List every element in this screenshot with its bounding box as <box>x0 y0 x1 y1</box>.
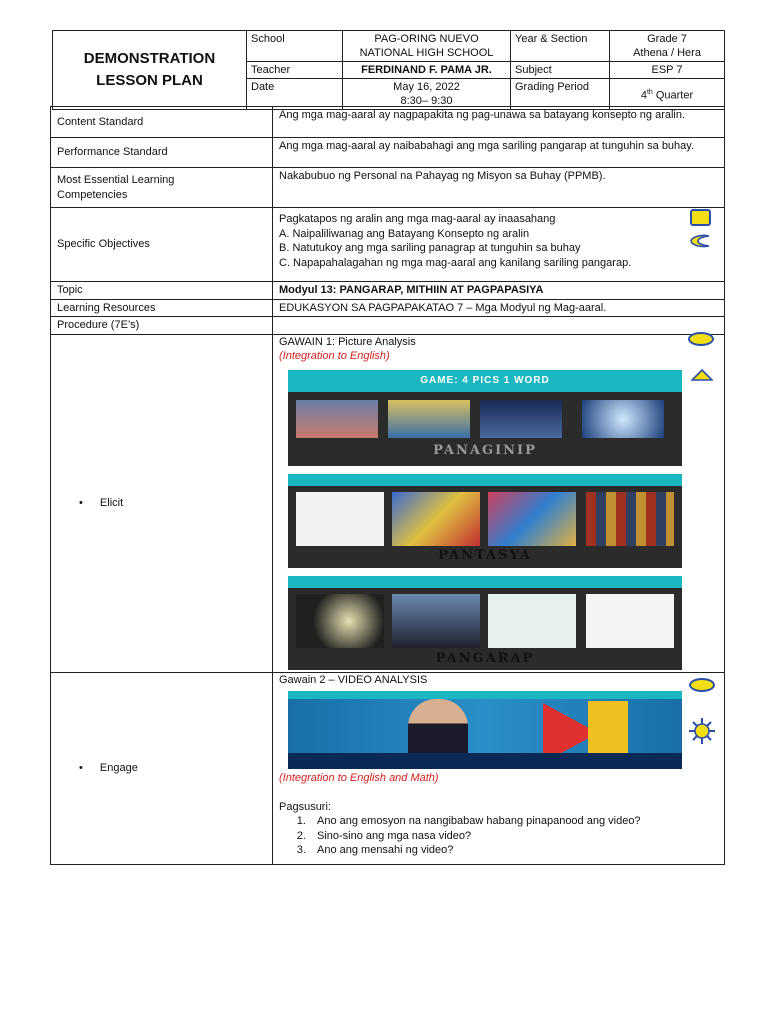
elicit-label: Elicit <box>99 496 124 509</box>
sun-icon <box>688 717 716 745</box>
image-fantasy-characters <box>488 492 576 546</box>
specific-objectives-text <box>273 208 725 282</box>
table-row <box>51 282 725 300</box>
grading-period-value: 4th Quarter <box>610 79 725 110</box>
school-label: School <box>247 31 343 62</box>
gawain-1-title: GAWAIN 1: Picture Analysis <box>279 335 416 348</box>
elicit-cell <box>51 334 273 672</box>
grading-period-label: Grading Period <box>511 79 610 110</box>
learning-resources-text: EDUKASYON SA PAGPAPAKATAO 7 – Mga Modyul ng Mag-aaral. <box>273 299 725 317</box>
table-row <box>51 672 725 864</box>
date-label: Date <box>247 79 343 110</box>
performance-standard-text: Ang mga mag-aaral ay naibabahagi ang mga sariling pangarap at tunguhin sa buhay. <box>273 138 725 168</box>
date-value: May 16, 2022 8:30– 9:30 <box>343 79 511 110</box>
question-item: 3. Ano ang mensahi ng video? <box>309 843 718 858</box>
melc-label: Most Essential Learning Competencies <box>51 168 273 208</box>
question-item: 1. Ano ang emosyon na nangibabaw habang pinapanood ang video? <box>309 814 718 829</box>
bullet: • <box>79 496 83 509</box>
table-row <box>51 138 725 168</box>
subject-value: ESP 7 <box>610 62 725 79</box>
objective-item: A. Naipaliliwanag ang Batayang Konsepto ng aralin <box>279 227 530 240</box>
image-dream-graduation <box>392 594 480 648</box>
gawain-2-title: Gawain 2 – VIDEO ANALYSIS <box>279 673 428 686</box>
game-panel-pantasya <box>288 474 682 568</box>
content-standard-text: Ang mga mag-aaral ay nagpapakita ng pag-unawa sa batayang konsepto ng aralin. <box>273 107 725 138</box>
image-dream-moon <box>582 400 664 438</box>
bullet: • <box>79 761 83 774</box>
objectives-intro: Pagkatapos ng aralin ang mga mag-aaral ay inaasahang <box>279 213 556 225</box>
table-row <box>51 299 725 317</box>
image-fantasy-movie <box>392 492 480 546</box>
image-dream-sky <box>296 400 378 438</box>
oval-shape <box>688 332 714 346</box>
triangle-shape <box>691 369 713 381</box>
image-dream-ship <box>388 400 470 438</box>
lesson-plan-table <box>50 106 725 865</box>
table-row <box>51 317 725 335</box>
elicit-content <box>273 334 725 672</box>
image-fantasy-posters <box>586 492 674 546</box>
table-row <box>51 208 725 282</box>
engage-content <box>273 672 725 864</box>
rounded-square-shape <box>690 209 711 226</box>
word-pantasya: PANTASYA <box>438 547 532 563</box>
image-dream-professions <box>586 594 674 648</box>
procedure-label: Procedure (7E’s) <box>51 317 273 335</box>
topic-label: Topic <box>51 282 273 300</box>
teacher-value: FERDINAND F. PAMA JR. <box>343 62 511 79</box>
word-pangarap: PANGARAP <box>435 650 535 666</box>
engage-label: Engage <box>99 761 138 774</box>
table-row <box>51 334 725 672</box>
integration-english: (Integration to English) <box>279 350 390 362</box>
document-title: DEMONSTRATION LESSON PLAN <box>53 31 247 110</box>
game-title: GAME: 4 PICS 1 WORD <box>288 370 682 392</box>
image-fantasy-cartoon <box>296 492 384 546</box>
topic-text: Modyul 13: PANGARAP, MITHIIN AT PAGPAPASIYA <box>273 282 725 300</box>
procedure-empty-cell <box>273 317 725 335</box>
melc-text: Nakabubuo ng Personal na Pahayag ng Misyon sa Buhay (PPMB). <box>273 168 725 208</box>
engage-cell <box>51 672 273 864</box>
video-thumbnail <box>288 691 682 769</box>
game-panel-panaginip <box>288 370 682 466</box>
year-section-label: Year & Section <box>511 31 610 62</box>
learning-resources-label: Learning Resources <box>51 299 273 317</box>
question-list <box>279 814 718 858</box>
oval-shape <box>689 678 715 692</box>
table-row <box>51 168 725 208</box>
lesson-plan-header <box>52 30 725 110</box>
image-dream-night <box>480 400 562 438</box>
question-item: 2. Sino-sino ang mga nasa video? <box>309 829 718 844</box>
image-dream-study <box>296 594 384 648</box>
performance-standard-label: Performance Standard <box>51 138 273 168</box>
moon-shape <box>689 234 711 248</box>
image-dream-people <box>488 594 576 648</box>
school-value: PAG-ORING NUEVO NATIONAL HIGH SCHOOL <box>343 31 511 62</box>
table-row <box>51 107 725 138</box>
pagsusuri-label: Pagsusuri: <box>279 800 331 813</box>
game-panel-pangarap <box>288 576 682 670</box>
word-panaginip: PANAGINIP <box>433 442 537 458</box>
subject-label: Subject <box>511 62 610 79</box>
specific-objectives-label: Specific Objectives <box>51 208 273 282</box>
objective-item: B. Natutukoy ang mga sariling panagrap at tunguhin sa buhay <box>279 242 581 254</box>
content-standard-label: Content Standard <box>51 107 273 138</box>
teacher-label: Teacher <box>247 62 343 79</box>
objective-item: C. Napapahalagahan ng mga mag-aaral ang kanilang sariling pangarap. <box>279 256 632 269</box>
year-section-value: Grade 7 Athena / Hera <box>610 31 725 62</box>
integration-english-math: (Integration to English and Math) <box>279 772 439 784</box>
